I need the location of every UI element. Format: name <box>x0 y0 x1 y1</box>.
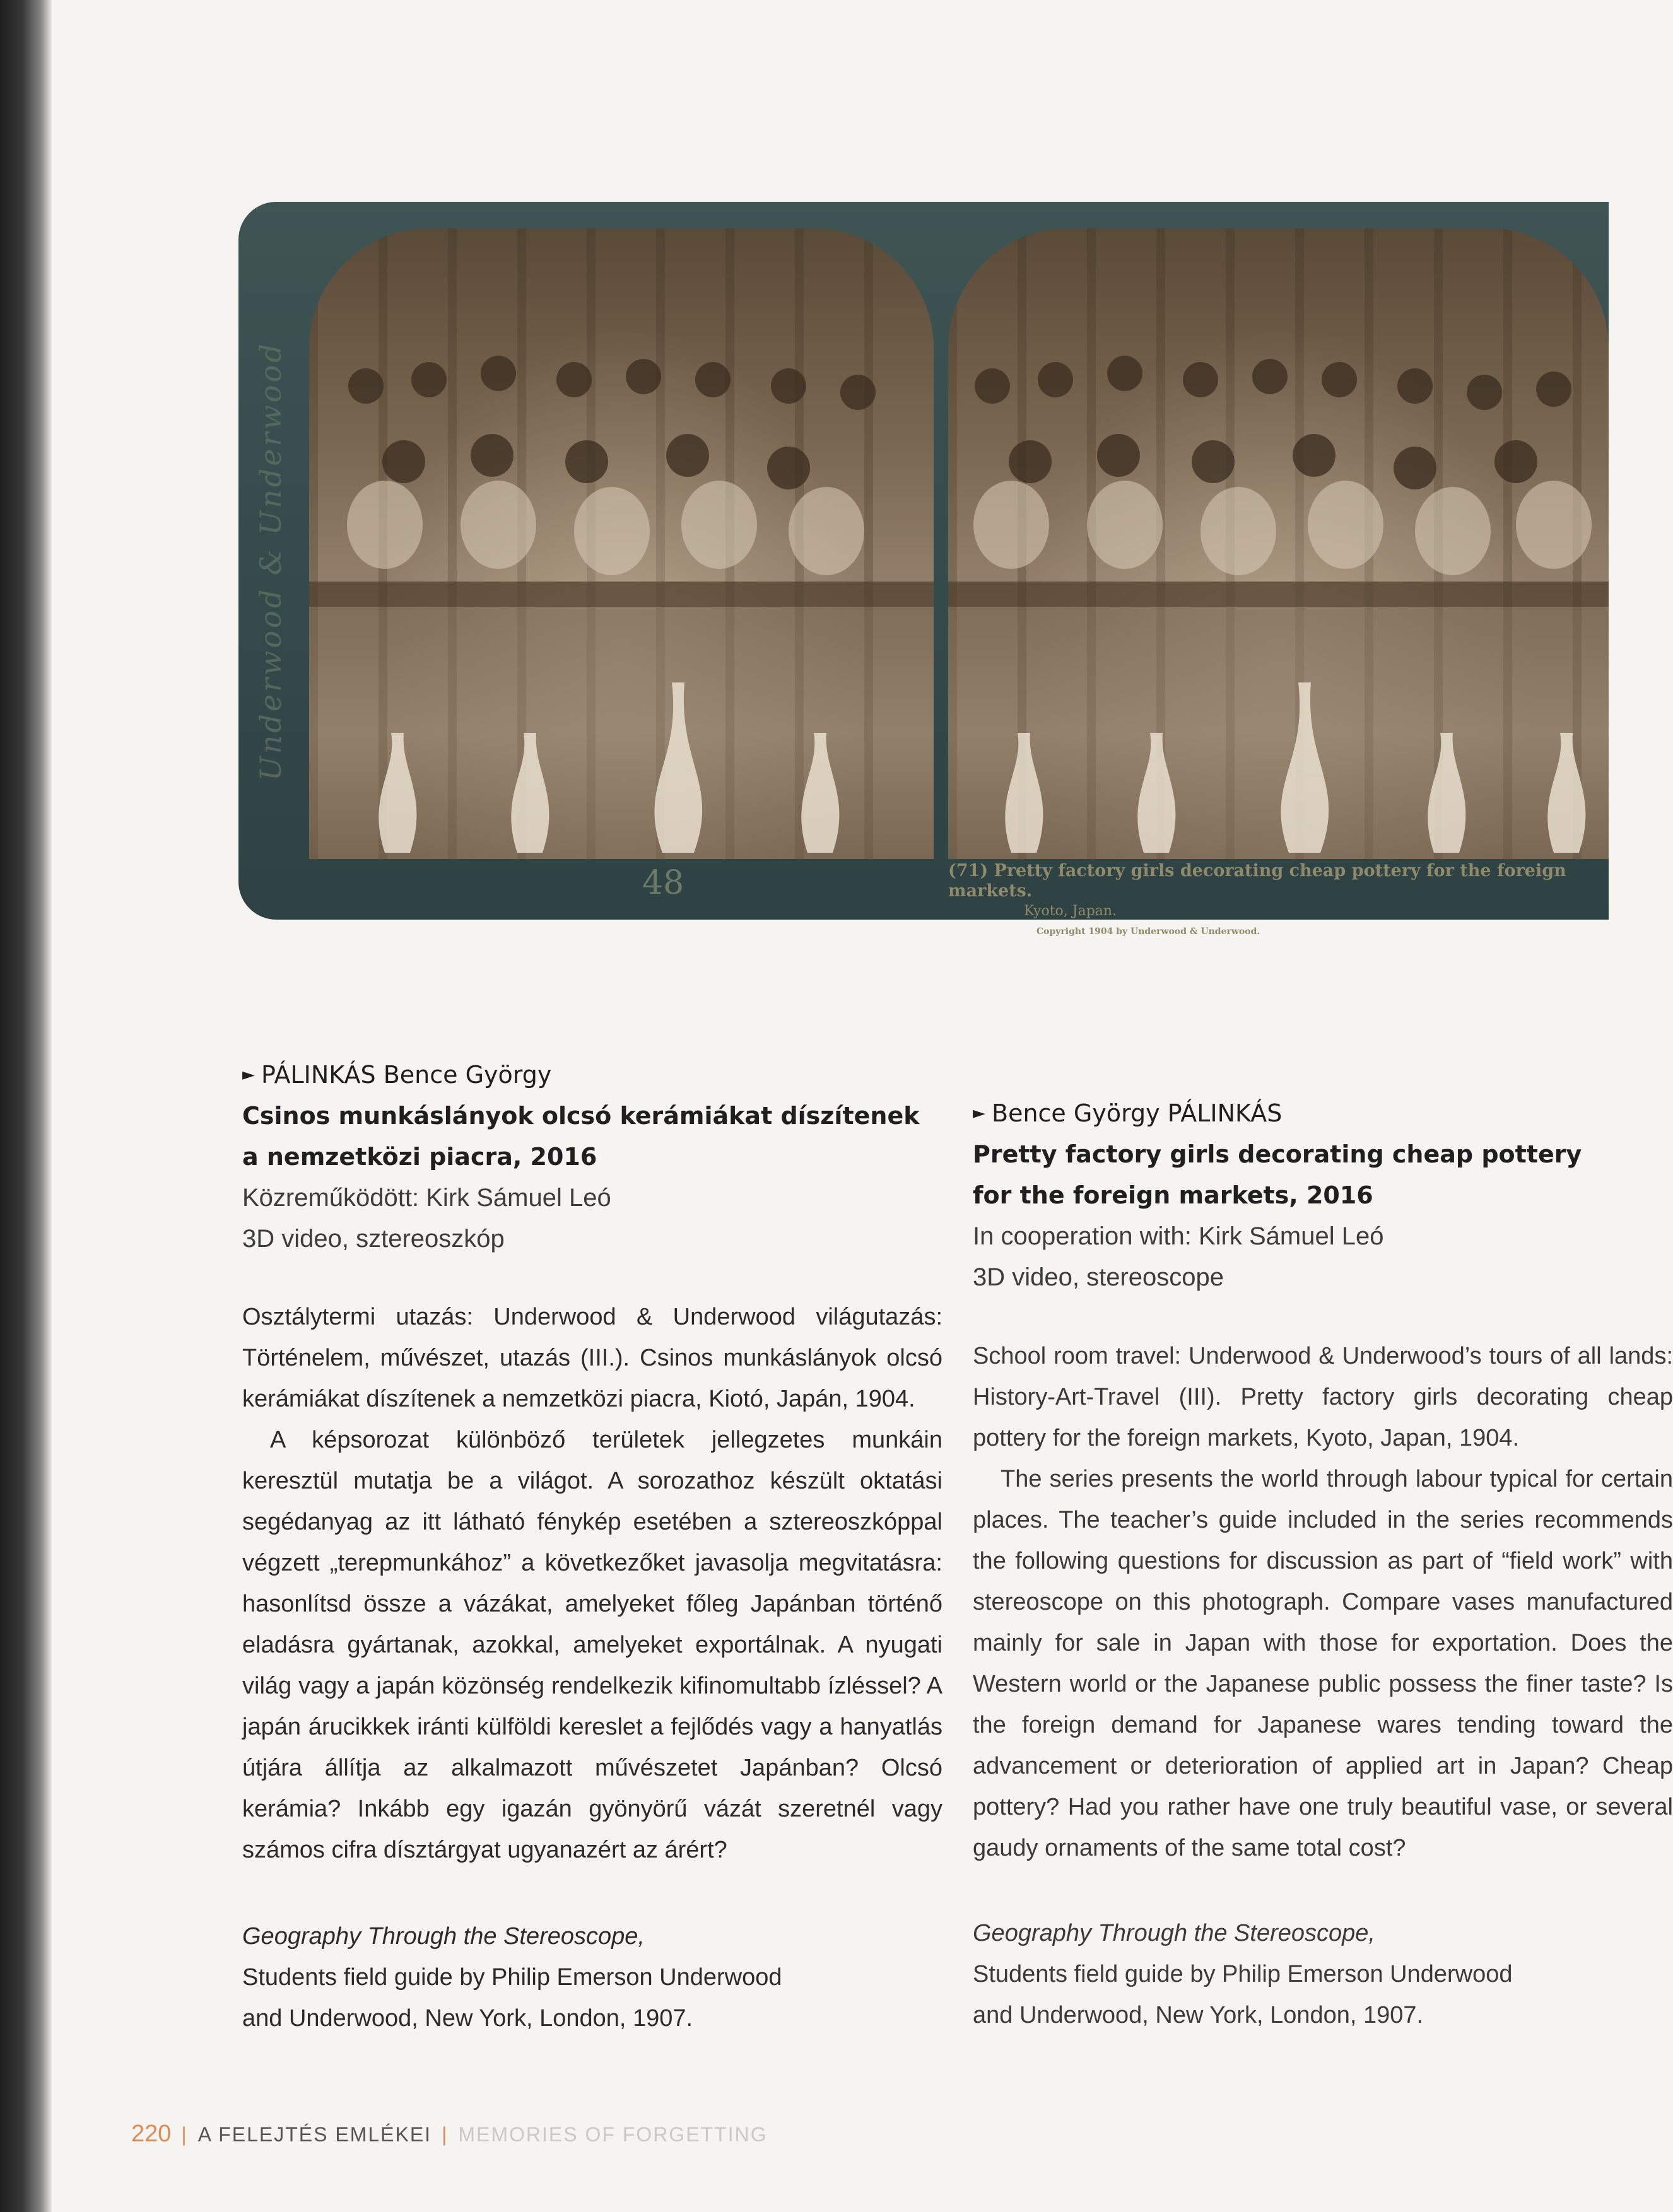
en-credits <box>973 1093 1582 1298</box>
footer-separator: | <box>181 2123 188 2146</box>
page-number: 220 <box>131 2121 172 2147</box>
hu-source <box>242 1916 782 2039</box>
hu-paragraph-2: A képsorozat különböző területek jellegzetes munkáin keresztül mutatja be a világot. A sorozathoz készült oktatási segédanyag az itt látható fénykép esetében a sztereoszkóppal végzett „terepmunkához” a következőket javasolja megvitatásra: hasonlítsd össze a vázákat, amelyeket főleg Japánban történő eladásra gyártanak, azokkal, amelyeket exportálnak. A nyugati világ vagy a japán közönség rendelkezik kifinomultabb ízléssel? A japán árucikkek iránti külföldi kereslet a fejlődés vagy a hanyatlás útjára állítja az alkalmazott művészetet Japánban? Olcsó kerámia? Inkább egy igazán gyönyörű vázát szeretnél vagy számos cifra dísztárgyat ugyanazért az árért? <box>242 1427 942 1863</box>
arrow-icon: ► <box>242 1065 255 1084</box>
english-column-clip <box>973 0 1673 2212</box>
hu-source-title: Geography Through the Stereoscope, <box>242 1923 645 1950</box>
page-footer <box>131 2121 768 2148</box>
footer-title-hu: A FELEJTÉS EMLÉKEI <box>197 2123 432 2146</box>
en-title-line-1: Pretty factory girls decorating cheap pottery <box>973 1140 1582 1168</box>
hu-artist <box>242 1055 919 1096</box>
en-artist-name: Bence György PÁLINKÁS <box>992 1099 1283 1127</box>
card-number: 48 <box>642 864 684 902</box>
footer-title-en: MEMORIES OF FORGETTING <box>458 2123 768 2146</box>
en-source-line-3: and Underwood, New York, London, 1907. <box>973 2002 1424 2028</box>
en-source <box>973 1913 1513 2036</box>
en-title-line-2: for the foreign markets, 2016 <box>973 1181 1373 1209</box>
card-publisher-imprint: Underwood & Underwood <box>254 341 288 781</box>
en-source-line-2: Students field guide by Philip Emerson Underwood <box>973 1961 1513 1987</box>
english-column <box>973 0 1673 2028</box>
card-caption-place: Kyoto, Japan. <box>1024 903 1117 919</box>
card-caption-copyright: Copyright 1904 by Underwood & Underwood. <box>1036 927 1260 937</box>
en-paragraph-2: The series presents the world through labour typical for certain places. The teacher’s guide included in the series recommends the following questions for discussion as part of “field work” with stereoscope on this photograph. Compare vases manufactured mainly for sale in Japan with those for exportation. Does the Western world or the Japanese public possess the finer taste? Is the foreign demand for Japanese wares tending toward the advancement or deterioration of applied art in Japan? Cheap pottery? Had you rather have one truly beautiful vase, or several gaudy ornaments of the same total cost? <box>973 1466 1673 1861</box>
en-body-text <box>973 1336 1673 1869</box>
hu-medium: 3D video, sztereoszkóp <box>242 1225 505 1253</box>
footer-separator: | <box>442 2123 449 2146</box>
hu-title-line-2: a nemzetközi piacra, 2016 <box>242 1143 597 1171</box>
hu-body-text <box>242 1297 942 1871</box>
hu-paragraph-1: Osztálytermi utazás: Underwood & Underwood világutazás: Történelem, művészet, utazás (III.). Csinos munkáslányok olcsó kerámiákat díszítenek a nemzetközi piacra, Kiotó, Japán, 1904. <box>242 1304 942 1412</box>
en-credit: In cooperation with: Kirk Sámuel Leó <box>973 1222 1384 1250</box>
en-medium: 3D video, stereoscope <box>973 1263 1224 1291</box>
hu-title-line-1: Csinos munkáslányok olcsó kerámiákat díszítenek <box>242 1102 920 1130</box>
book-binding-edge <box>0 0 52 2212</box>
hu-source-line-3: and Underwood, New York, London, 1907. <box>242 2005 693 2032</box>
arrow-icon: ► <box>973 1104 985 1123</box>
hu-credit: Közreműködött: Kirk Sámuel Leó <box>242 1184 611 1212</box>
en-artist <box>973 1093 1582 1134</box>
hu-credits <box>242 1055 919 1260</box>
en-paragraph-1: School room travel: Underwood & Underwood’s tours of all lands: History-Art-Travel (III). Pretty factory girls decorating cheap pottery for the foreign markets, Kyoto, Japan, 1904. <box>973 1343 1673 1451</box>
en-source-title: Geography Through the Stereoscope, <box>973 1920 1375 1946</box>
stereo-photo-left <box>309 228 934 859</box>
photo-scene-left <box>309 228 934 859</box>
hu-artist-name: PÁLINKÁS Bence György <box>261 1061 552 1089</box>
hu-source-line-2: Students field guide by Philip Emerson Underwood <box>242 1964 782 1991</box>
card-caption-title: (71) Pretty factory girls decorating cheap pottery for the foreign markets. <box>948 861 1566 901</box>
